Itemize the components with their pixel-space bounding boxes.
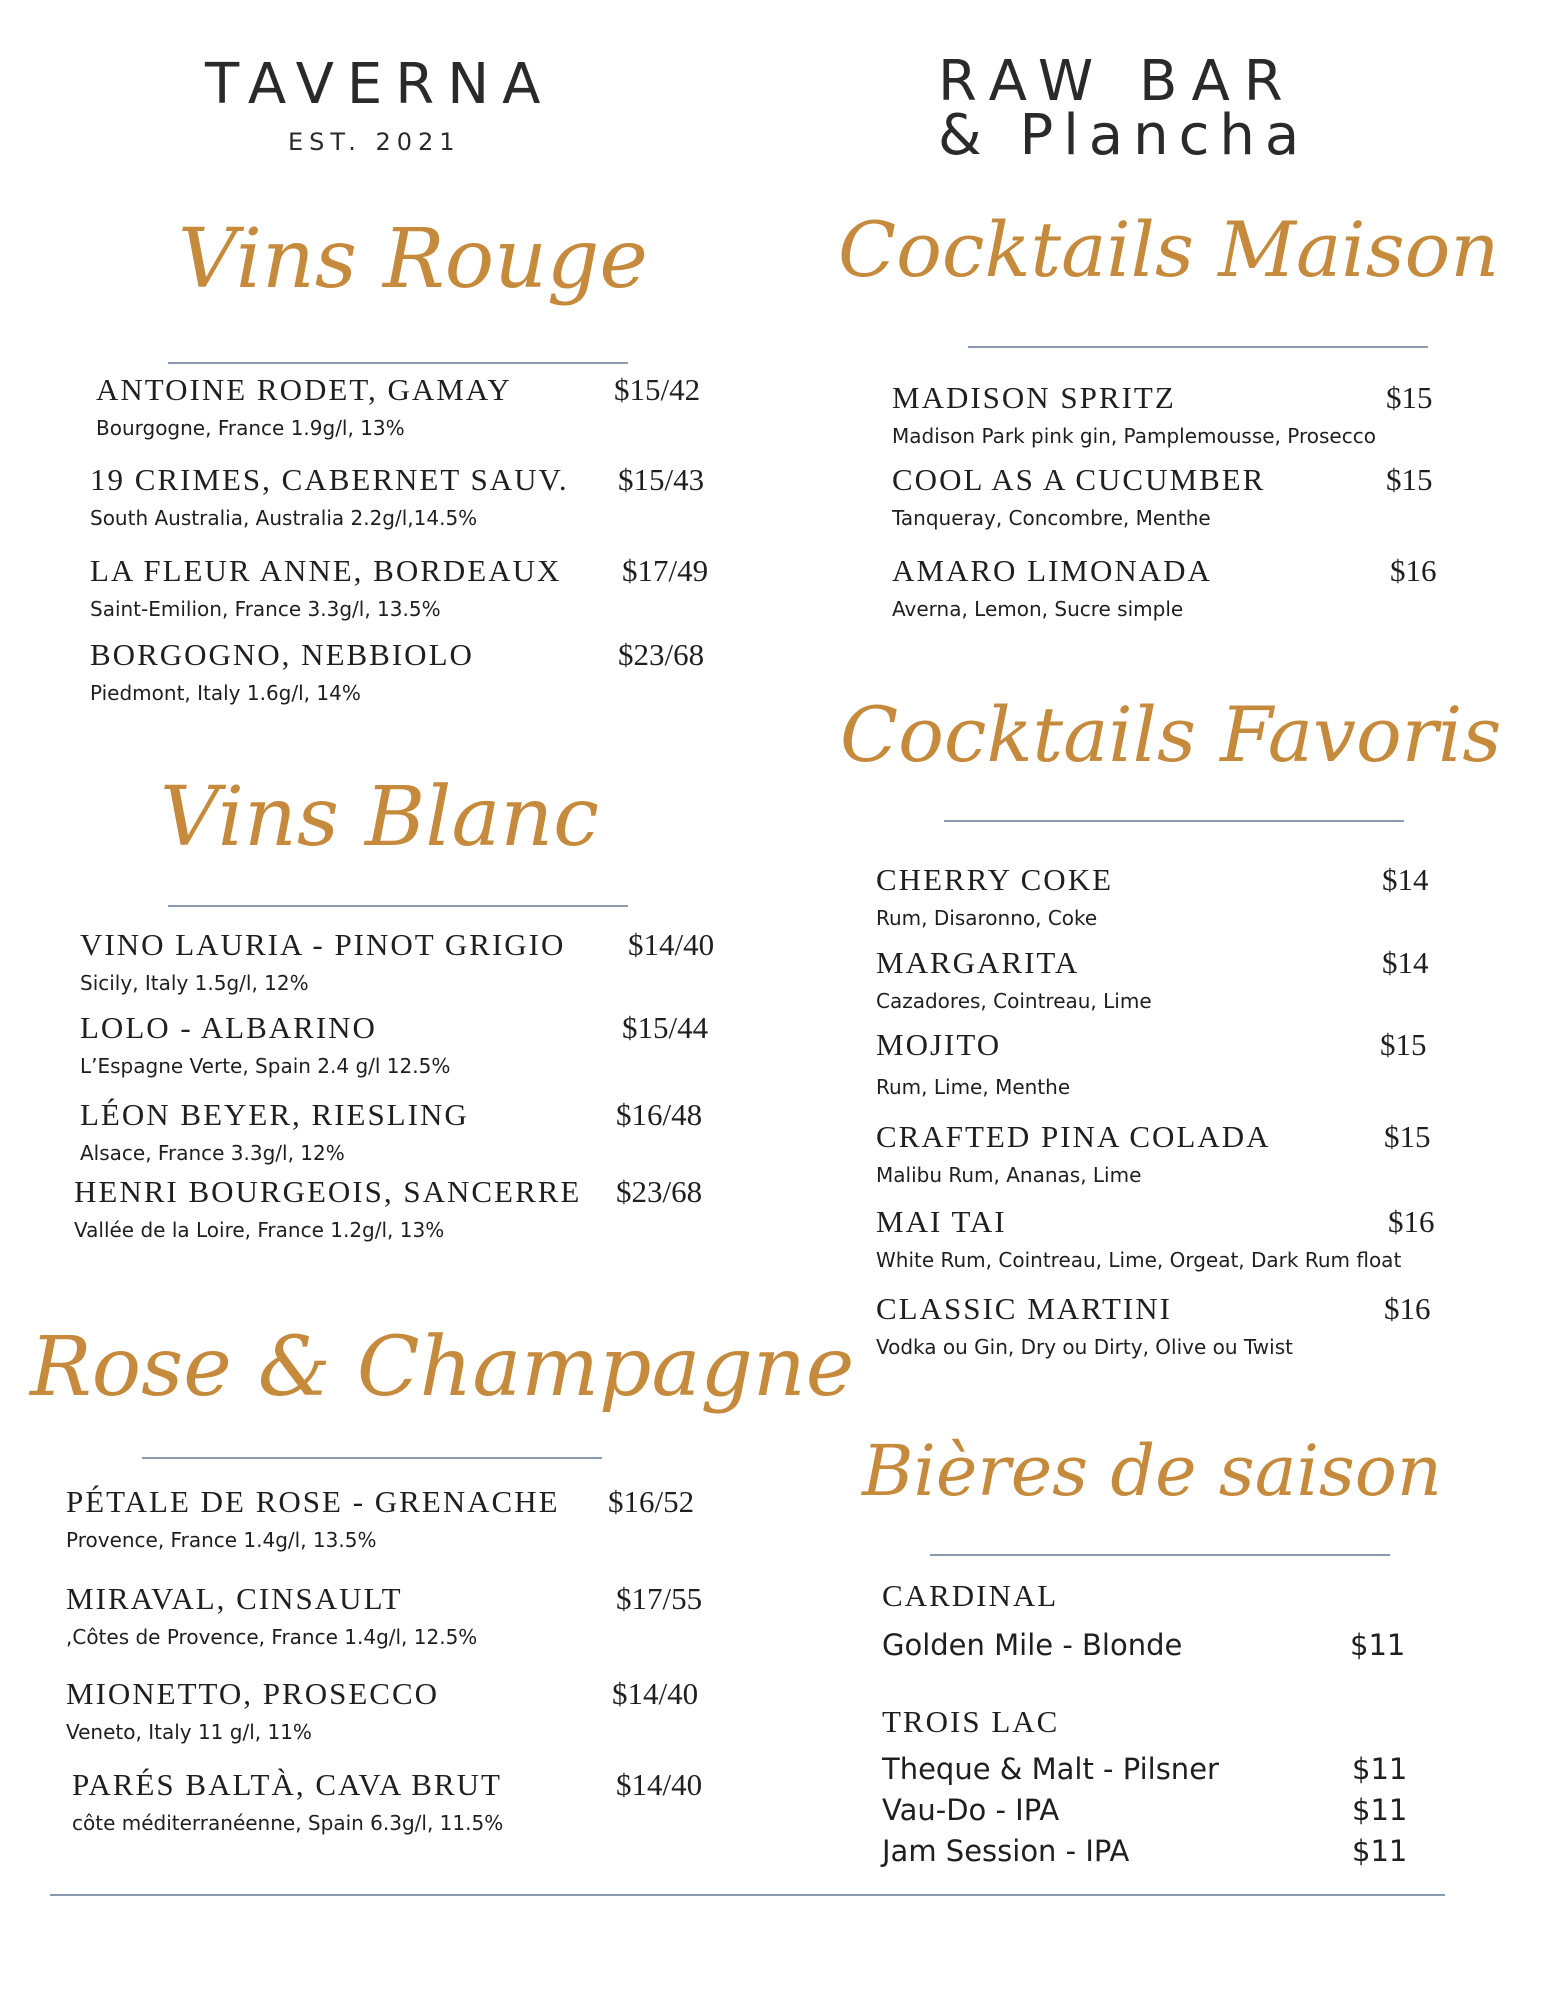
cocktail-price: $15 xyxy=(1386,380,1433,415)
established-year: EST. 2021 xyxy=(288,128,461,156)
cocktail-name: MARGARITA xyxy=(876,945,1080,980)
wine-description: Saint-Emilion, France 3.3g/l, 13.5% xyxy=(90,597,441,621)
wine-name: VINO LAURIA - PINOT GRIGIO xyxy=(80,927,566,962)
beer-name: Theque & Malt - Pilsner xyxy=(882,1752,1219,1786)
cocktail-price: $16 xyxy=(1384,1291,1431,1326)
wine-price: $23/68 xyxy=(618,637,705,672)
wine-description: côte méditerranéenne, Spain 6.3g/l, 11.5% xyxy=(72,1811,504,1835)
wine-description: Alsace, France 3.3g/l, 12% xyxy=(80,1141,345,1165)
wine-price: $15/44 xyxy=(622,1010,709,1045)
cocktail-name: MAI TAI xyxy=(876,1204,1007,1239)
brewery-name: CARDINAL xyxy=(882,1578,1059,1613)
cocktail-description: Tanqueray, Concombre, Menthe xyxy=(892,506,1211,530)
wine-description: Provence, France 1.4g/l, 13.5% xyxy=(66,1528,377,1552)
wine-name: 19 CRIMES, CABERNET SAUV. xyxy=(90,462,569,497)
wine-description: Sicily, Italy 1.5g/l, 12% xyxy=(80,971,309,995)
wine-description: Veneto, Italy 11 g/l, 11% xyxy=(66,1720,312,1744)
beer-name: Vau-Do - IPA xyxy=(882,1793,1060,1827)
wine-price: $16/48 xyxy=(616,1097,703,1132)
beer-name: Jam Session - IPA xyxy=(882,1834,1130,1868)
cocktail-price: $14 xyxy=(1382,945,1429,980)
cocktail-price: $15 xyxy=(1386,462,1433,497)
wine-price: $14/40 xyxy=(616,1767,703,1802)
wine-name: LA FLEUR ANNE, BORDEAUX xyxy=(90,553,562,588)
cocktail-description: Rum, Lime, Menthe xyxy=(876,1075,1071,1099)
raw-bar-title: RAW BAR xyxy=(938,49,1297,114)
vins-rouge-heading: Vins Rouge xyxy=(178,212,648,307)
wine-description: South Australia, Australia 2.2g/l,14.5% xyxy=(90,506,478,530)
wine-description: ,Côtes de Provence, France 1.4g/l, 12.5% xyxy=(66,1625,478,1649)
brewery-name: TROIS LAC xyxy=(882,1704,1060,1739)
cocktail-name: AMARO LIMONADA xyxy=(892,553,1212,588)
restaurant-name: TAVERNA xyxy=(205,52,554,117)
cocktail-name: MOJITO xyxy=(876,1027,1002,1062)
wine-name: MIONETTO, PROSECCO xyxy=(66,1676,440,1711)
vins-blanc-heading: Vins Blanc xyxy=(160,770,600,865)
cocktail-description: Cazadores, Cointreau, Lime xyxy=(876,989,1152,1013)
wine-price: $23/68 xyxy=(616,1174,703,1209)
cocktail-price: $16 xyxy=(1390,553,1437,588)
cocktails-favoris-divider xyxy=(944,820,1404,822)
wine-price: $16/52 xyxy=(608,1484,695,1519)
wine-price: $17/55 xyxy=(616,1581,703,1616)
wine-price: $15/43 xyxy=(618,462,705,497)
wine-description: Piedmont, Italy 1.6g/l, 14% xyxy=(90,681,361,705)
beer-price: $11 xyxy=(1352,1834,1408,1868)
cocktail-name: CHERRY COKE xyxy=(876,862,1114,897)
cocktail-description: Rum, Disaronno, Coke xyxy=(876,906,1098,930)
cocktails-maison-heading: Cocktails Maison xyxy=(838,205,1500,294)
wine-name: BORGOGNO, NEBBIOLO xyxy=(90,637,474,672)
plancha-title: & Plancha xyxy=(938,103,1310,168)
wine-description: L’Espagne Verte, Spain 2.4 g/l 12.5% xyxy=(80,1054,451,1078)
cocktails-favoris-heading: Cocktails Favoris xyxy=(840,690,1502,779)
wine-price: $15/42 xyxy=(614,372,701,407)
wine-name: LOLO - ALBARINO xyxy=(80,1010,377,1045)
cocktail-name: MADISON SPRITZ xyxy=(892,380,1176,415)
wine-name: PÉTALE DE ROSE - GRENACHE xyxy=(66,1484,560,1519)
wine-name: MIRAVAL, CINSAULT xyxy=(66,1581,403,1616)
beer-price: $11 xyxy=(1350,1628,1406,1662)
wine-name: HENRI BOURGEOIS, SANCERRE xyxy=(74,1174,582,1209)
cocktail-price: $15 xyxy=(1384,1119,1431,1154)
rose-champagne-heading: Rose & Champagne xyxy=(30,1320,855,1415)
cocktail-description: White Rum, Cointreau, Lime, Orgeat, Dark Rum float xyxy=(876,1248,1402,1272)
cocktail-description: Malibu Rum, Ananas, Lime xyxy=(876,1163,1142,1187)
beer-row xyxy=(882,1834,1408,1868)
beer-row xyxy=(882,1628,1406,1662)
wine-price: $14/40 xyxy=(628,927,715,962)
vins-blanc-divider xyxy=(168,905,628,907)
cocktails-maison-divider xyxy=(968,346,1428,348)
cocktail-name: CLASSIC MARTINI xyxy=(876,1291,1172,1326)
wine-name: LÉON BEYER, RIESLING xyxy=(80,1097,469,1132)
cocktail-name: COOL AS A CUCUMBER xyxy=(892,462,1266,497)
beer-row xyxy=(882,1793,1408,1827)
cocktail-description: Madison Park pink gin, Pamplemousse, Prosecco xyxy=(892,424,1376,448)
rose-champagne-divider xyxy=(142,1457,602,1459)
wine-name: ANTOINE RODET, GAMAY xyxy=(96,372,512,407)
wine-description: Bourgogne, France 1.9g/l, 13% xyxy=(96,416,405,440)
footer-divider xyxy=(50,1894,1445,1896)
beer-price: $11 xyxy=(1352,1793,1408,1827)
cocktail-price: $16 xyxy=(1388,1204,1435,1239)
vins-rouge-divider xyxy=(168,362,628,364)
beer-name: Golden Mile - Blonde xyxy=(882,1628,1183,1662)
bieres-heading: Bières de saison xyxy=(862,1430,1442,1512)
cocktail-price: $14 xyxy=(1382,862,1429,897)
wine-name: PARÉS BALTÀ, CAVA BRUT xyxy=(72,1767,502,1802)
wine-price: $17/49 xyxy=(622,553,709,588)
beer-price: $11 xyxy=(1352,1752,1408,1786)
cocktail-description: Averna, Lemon, Sucre simple xyxy=(892,597,1184,621)
bieres-divider xyxy=(930,1554,1390,1556)
cocktail-price: $15 xyxy=(1380,1027,1427,1062)
wine-description: Vallée de la Loire, France 1.2g/l, 13% xyxy=(74,1218,445,1242)
cocktail-name: CRAFTED PINA COLADA xyxy=(876,1119,1271,1154)
cocktail-description: Vodka ou Gin, Dry ou Dirty, Olive ou Twist xyxy=(876,1335,1293,1359)
wine-price: $14/40 xyxy=(612,1676,699,1711)
beer-row xyxy=(882,1752,1408,1786)
